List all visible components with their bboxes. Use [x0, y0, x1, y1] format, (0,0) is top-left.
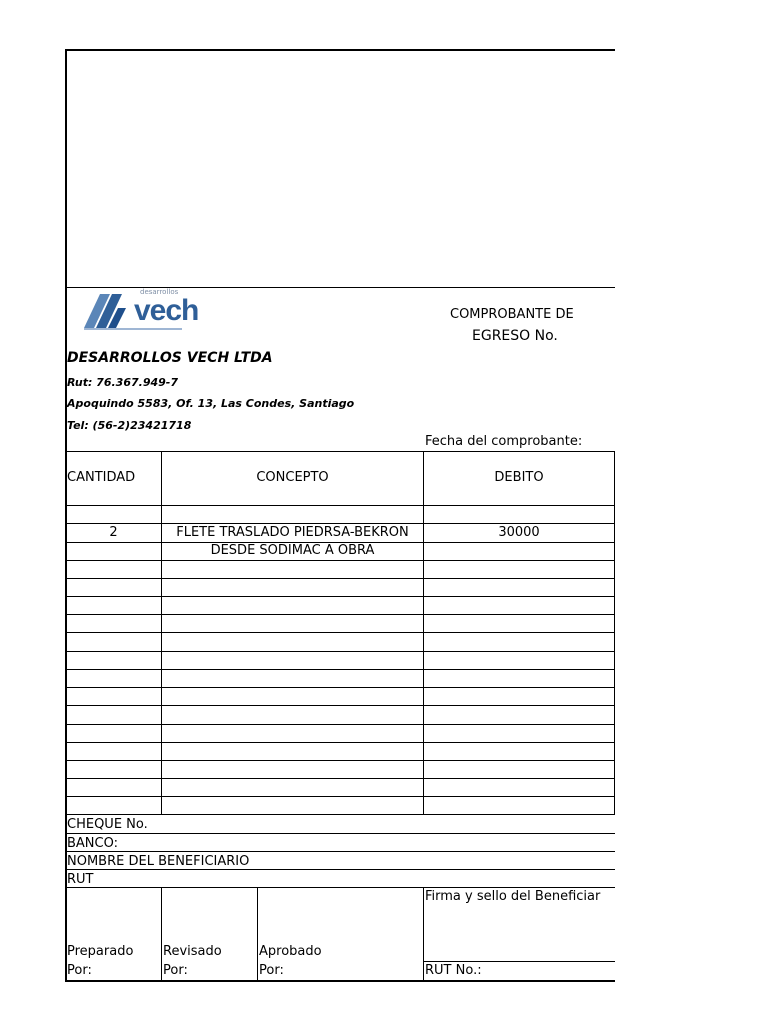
row-concepto: DESDE SODIMAC A OBRA — [210, 543, 375, 558]
firma-label: Firma y sello del Beneficiar — [425, 889, 601, 904]
aprobado-por: Por: — [259, 963, 284, 978]
table-row-line — [65, 796, 615, 797]
table-row-line — [65, 614, 615, 615]
table-row-line — [65, 523, 615, 524]
table-row-line — [65, 669, 615, 670]
table-row-line — [65, 578, 615, 579]
row-cantidad: 2 — [109, 525, 118, 540]
footer-line — [65, 833, 615, 834]
rut-label: RUT — [67, 872, 94, 887]
signature-divider-1 — [161, 887, 162, 981]
table-row-line — [65, 560, 615, 561]
table-row-line — [65, 705, 615, 706]
table-row-line — [65, 724, 615, 725]
footer-line — [65, 851, 615, 852]
beneficiario-label: NOMBRE DEL BENEFICIARIO — [67, 854, 250, 869]
banco-label: BANCO: — [67, 836, 118, 851]
company-name: DESARROLLOS VECH LTDA — [67, 350, 273, 366]
table-row-line — [65, 632, 615, 633]
signature-divider-2 — [257, 887, 258, 981]
voucher-title-line1: COMPROBANTE DE — [450, 307, 574, 322]
logo-wordmark: vech — [134, 294, 199, 327]
table-row-line — [65, 687, 615, 688]
table-header-bottom — [65, 505, 615, 506]
signature-divider-3 — [423, 887, 424, 981]
table-top-border — [65, 451, 615, 452]
table-row-line — [65, 742, 615, 743]
header-cantidad: CANTIDAD — [67, 470, 136, 485]
header-concepto: CONCEPTO — [256, 470, 329, 485]
row-debito: 30000 — [498, 525, 540, 540]
company-logo — [82, 288, 199, 332]
row-concepto: FLETE TRASLADO PIEDRSA-BEKRON — [176, 525, 409, 540]
signature-box-top — [65, 887, 615, 888]
voucher-date-label: Fecha del comprobante: — [425, 434, 583, 449]
table-row-line — [65, 778, 615, 779]
revisado-label: Revisado — [163, 944, 222, 959]
header-debito: DEBITO — [494, 470, 544, 485]
company-rut: Rut: 76.367.949-7 — [67, 376, 178, 389]
table-row-line — [65, 760, 615, 761]
preparado-label: Preparado — [67, 944, 134, 959]
company-tel: Tel: (56-2)23421718 — [67, 419, 192, 432]
revisado-por: Por: — [163, 963, 188, 978]
footer-line — [65, 869, 615, 870]
preparado-por: Por: — [67, 963, 92, 978]
cheque-label: CHEQUE No. — [67, 817, 148, 832]
logo-tagline: desarrollos — [140, 288, 179, 296]
table-bottom-border — [65, 814, 615, 815]
firma-line — [424, 961, 615, 962]
aprobado-label: Aprobado — [259, 944, 322, 959]
company-address: Apoquindo 5583, Of. 13, Las Condes, Santiago — [67, 397, 355, 410]
rut-no-label: RUT No.: — [425, 963, 482, 978]
frame-top-border — [65, 49, 615, 51]
table-row-line — [65, 596, 615, 597]
table-row-line — [65, 651, 615, 652]
voucher-title-line2: EGRESO No. — [472, 328, 558, 344]
frame-bottom-border — [65, 980, 615, 982]
